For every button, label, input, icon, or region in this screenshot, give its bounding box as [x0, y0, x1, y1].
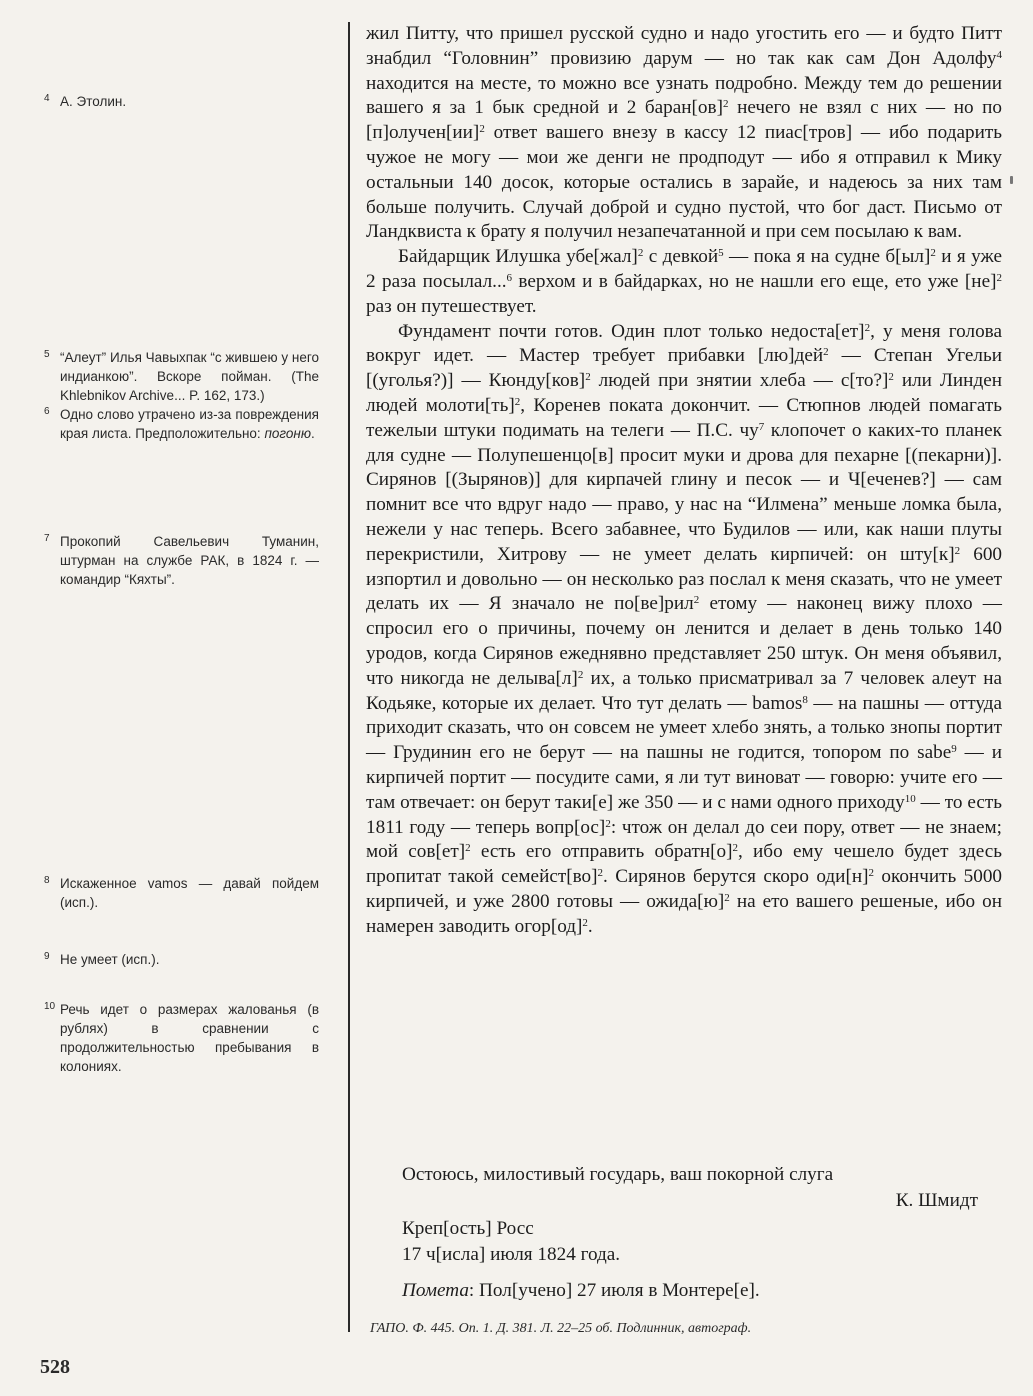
footnote-text: Одно слово утрачено из-за повреждения края листа. Предположительно: погоню.	[60, 407, 319, 441]
footnote-text: Не умеет (исп.).	[60, 952, 160, 967]
footnote-8	[44, 874, 319, 912]
remark-text: : Пол[учено] 27 июля в Монтере[е].	[468, 1280, 760, 1301]
footnote-text: Прокопий Савельевич Туманин, штурман на службе РАК, в 1824 г. — командир “Кяхты”.	[60, 534, 319, 587]
footnote-number: 7	[44, 533, 50, 544]
footnote-text: А. Этолин.	[60, 94, 127, 109]
page-number: 528	[40, 1356, 70, 1378]
date-line: 17 ч[исла] июля 1824 года.	[402, 1244, 621, 1265]
footnote-6	[44, 405, 319, 443]
letter-place-date	[402, 1216, 962, 1268]
footnote-text: Речь идет о размерах жалованья (в рублях) в сравнении с продолжительностью пребывания в колониях.	[60, 1002, 319, 1074]
archive-reference: ГАПО. Ф. 445. Оп. 1. Д. 381. Л. 22–25 об. Подлинник, автограф.	[370, 1321, 752, 1336]
footnote-9	[44, 950, 319, 969]
letter-closing	[366, 1162, 978, 1214]
footnote-number: 10	[44, 1001, 56, 1012]
remark-label: Помета	[402, 1280, 469, 1301]
footnote-number: 9	[44, 951, 50, 962]
footnote-7	[44, 532, 319, 589]
footnote-text: Искаженное vamos — давай пойдем (исп.).	[60, 876, 319, 910]
footnote-number: 4	[44, 93, 50, 104]
paragraph-3: Фундамент почти готов. Один плот только недоста[ет]$^2$, у меня голова вокруг идет. — Мастер требует прибавки [лю]дей$^2$ — Степан Угельи [(уголья?)] — Кюнду[ков]$^2$ людей при знятии хлеба — с[то?]$^2$ или Линден людей молоти[ть]$^2$, Коренев поката докончит. — Стюпнов людей помагать тежелыи штуки подимать на телеги — П.С. $чу^7$ клопочет о каких-то планек для судне — Полупешенцо[в] просит муки и дрова для пехарне [(пекарни)]. Сирянов [(Зырянов)] для кирпачей глину и песок — и Ч[еченев?] — сам помнит все что вдруг надо — право, у нас на “Илмена” меньше ломка была, нежели у нас теперь. Всего забавнее, что Будилов — или, как наши плуты перекристили, Хитрову — не умеет делать кирпичей: он $шту[к]^2$ 600 изпортил и довольно — он несколько раз послал к меня сказать, что не умеет делать их — Я значало не по[ве]рил$^2$ етому — наконец вижу плохо — спросил его о причины, почему он ленится и делает в день только 140 уродов, когда Сирянов ежеднявно представляет 250 штук. Он меня объявил, что никогда не $делыва[л]^2$ их, а только присматривал за 7 человек алеут на Кодьяке, которые их делает. Что тут делать — bamos$^8$ — на пашны — оттуда приходит сказать, что он совсем не умеет хлебо знять, а только знопы портит — Грудинин его не берут — на пашны не годится, топором по sabe$^9$ — и кирпичей портит — посудите сами, я ли тут виноват — говорю: учите его — там отвечает: он берут таки[е] же 350 — и с нами одного приходу$^{10}$ — то есть 1811 году — теперь вопр[ос]$^2$: чтож он делал до сеи пору, ответ — не знаем; мой сов[ет]$^2$ есть его отправить $обратн[о]^2$, ибо ему чешело будет здесь пропитат такой семейст[во]$^2$. Сирянов берутся скоро $оди[н]^2$ окончить 5000 кирпичей, и уже 2800 готовы — $ожида[ю]^2$ на ето вашего решеные, ибо он намерен заводить огор[од]$^2$.	[366, 320, 1003, 937]
footnote-number: 6	[44, 406, 50, 417]
footnote-4	[44, 92, 319, 111]
footnote-number: 8	[44, 875, 50, 886]
footnote-number: 5	[44, 349, 50, 360]
remark-line	[402, 1278, 982, 1304]
letter-body	[366, 22, 1002, 939]
footnote-5	[44, 348, 319, 405]
place-line: Креп[ость] Росс	[402, 1218, 534, 1239]
footnote-column	[0, 0, 340, 1396]
footnote-10	[44, 1000, 319, 1076]
margin-mark	[1010, 176, 1013, 184]
paragraph-1: жил Питту, что пришел русской судно и надо угостить его — и будто Питт знабдил “Головнин” провизию дарум — но так как сам Дон Адолфу$^4$ находится на месте, то можно все узнать подробно. Между тем до решении вашего я за 1 бык средной и 2 баран[ов]$^2$ нечего не взял с них — но по [п]олучен[ии]$^2$ ответ вашего внезу в кассу 12 пиас[тров] — ибо подарить чужое не могу — мои же денги не продподут — ибо я отправил к Мику остальныи 140 досок, которые остались в зарайе, и надеюсь за них там больше получить. Случай доброй и судно пустой, что бог даст. Письмо от Ландквиста к брату я получил незапечатанной и при сем посылаю к вам.	[366, 23, 1002, 243]
signature: К. Шмидт	[895, 1190, 978, 1211]
footnote-text: “Алеут” Илья Чавыхпак “с жившею у него индианкою”. Вскоре пойман. (The Khlebnikov Archive... P. 162, 173.)	[60, 350, 319, 403]
closing-line: Остоюсь, милостивый государь, ваш покорной слуга	[402, 1164, 834, 1185]
column-divider	[348, 22, 350, 1332]
paragraph-2: Байдарщик Илушка убе[жал]$^2$ с девкой$^5$ — пока я на судне б[ыл]$^2$ и я уже 2 раза посылал...$^6$ верхом и в байдарках, но не нашли его еще, ето уже [не]$^2$ раз он путешествует.	[366, 246, 1002, 317]
